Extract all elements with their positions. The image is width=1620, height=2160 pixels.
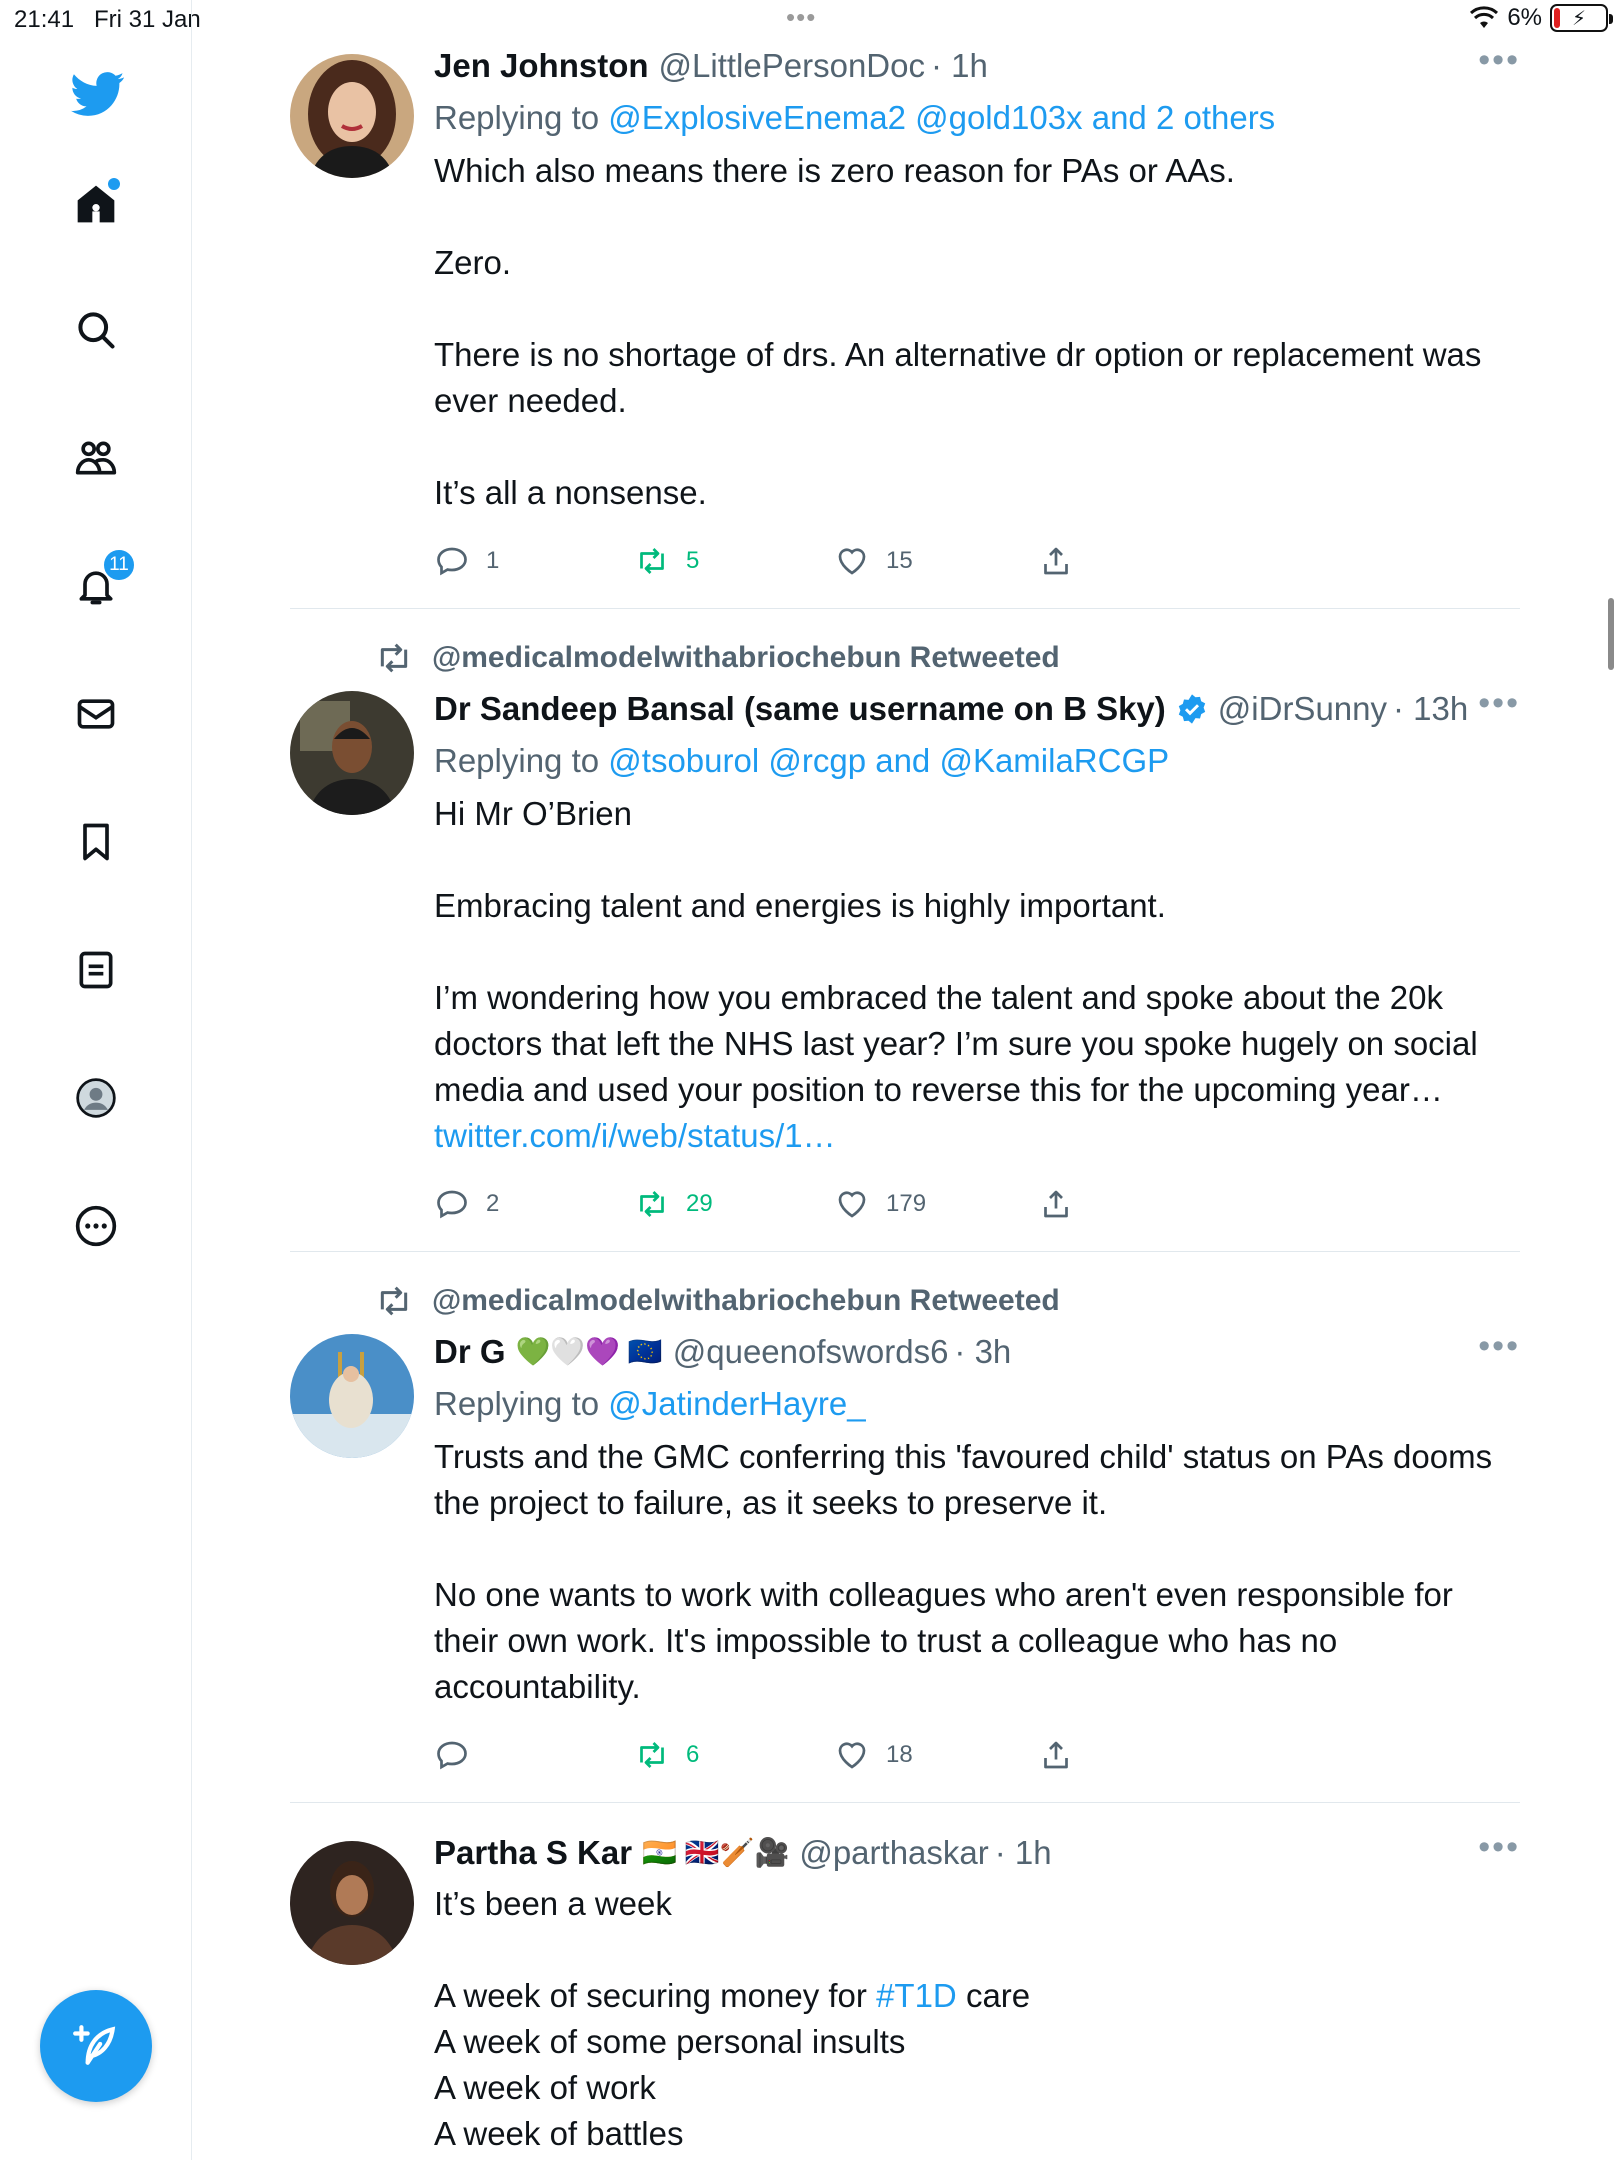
profile-icon xyxy=(74,1076,118,1120)
tweet-time[interactable]: · 1h xyxy=(994,1834,1052,1871)
tweet[interactable] xyxy=(290,1827,1520,2157)
hashtag-link[interactable]: #T1D xyxy=(876,1977,957,2014)
tweet[interactable] xyxy=(290,40,1520,609)
name-emoji: 🇮🇳 🇬🇧🏏🎥 xyxy=(642,1837,790,1868)
heart-icon xyxy=(834,543,870,579)
author-handle[interactable]: @LittlePersonDoc xyxy=(658,47,925,84)
tweet-link[interactable]: twitter.com/i/web/status/1… xyxy=(434,1117,836,1154)
like-button[interactable] xyxy=(834,1737,1038,1773)
replying-to-mentions[interactable]: @ExplosiveEnema2 @gold103x and 2 others xyxy=(608,99,1276,136)
timeline xyxy=(290,40,1520,2157)
tweet-line: A week of some personal insults xyxy=(434,2023,906,2060)
multitasking-dots[interactable]: ••• xyxy=(786,2,817,32)
tweet-line-blank xyxy=(434,929,1520,975)
compose-icon xyxy=(71,2021,121,2071)
retweet-icon xyxy=(374,1281,414,1321)
compose-button[interactable] xyxy=(40,1990,152,2102)
reply-icon xyxy=(434,1737,470,1773)
tweet-text xyxy=(434,1434,1520,1710)
tweet-text xyxy=(434,1881,1520,2157)
reply-icon xyxy=(434,543,470,579)
tweet-line: There is no shortage of drs. An alternative dr option or replacement was ever needed. xyxy=(434,336,1482,419)
people-icon xyxy=(74,436,118,480)
tweet-line: I’m wondering how you embraced the talent and spoke about the 20k doctors that left the NHS last year? I’m sure you spoke hugely on social media and used your position to reverse this for the upcoming year… xyxy=(434,979,1478,1108)
nav-bookmarks[interactable] xyxy=(68,814,124,870)
nav-messages[interactable] xyxy=(68,686,124,742)
tweet-line xyxy=(434,1973,1520,2019)
tweet-actions xyxy=(434,536,1520,586)
nav-profile[interactable] xyxy=(68,1070,124,1126)
tweet-line: Embracing talent and energies is highly important. xyxy=(434,887,1166,924)
tweet-line: Zero. xyxy=(434,244,512,281)
battery-icon: ⚡ xyxy=(1550,4,1608,32)
status-time: 21:41 xyxy=(14,6,75,33)
replying-to xyxy=(434,92,1520,144)
tweet-divider xyxy=(290,1251,1520,1252)
tweet[interactable] xyxy=(290,1276,1520,1803)
tweet-header xyxy=(434,1827,1520,1879)
retweet-count: 29 xyxy=(686,1190,713,1217)
like-button[interactable] xyxy=(834,1186,1038,1222)
author-name[interactable]: Jen Johnston xyxy=(434,47,649,84)
name-emoji: 💚🤍💜 🇪🇺 xyxy=(515,1336,663,1367)
retweet-icon xyxy=(374,638,414,678)
tweet-line-blank xyxy=(434,424,1520,470)
author-name[interactable]: Dr Sandeep Bansal (same username on B Sky) xyxy=(434,690,1166,727)
tweet-text xyxy=(434,791,1520,1159)
sidebar xyxy=(0,0,192,2160)
reply-count: 2 xyxy=(486,1190,500,1217)
author-name[interactable]: Dr G xyxy=(434,1333,506,1370)
replying-to-mentions[interactable]: @tsoburol @rcgp and @KamilaRCGP xyxy=(608,742,1170,779)
retweet-button[interactable] xyxy=(634,543,834,579)
tweet-line-blank xyxy=(434,1927,1520,1973)
search-icon xyxy=(74,308,118,352)
battery-percent: 6% xyxy=(1507,4,1542,31)
retweet-count: 6 xyxy=(686,1741,700,1768)
heart-icon xyxy=(834,1737,870,1773)
reply-button[interactable] xyxy=(434,543,634,579)
tweet-line-blank xyxy=(434,837,1520,883)
retweet-icon xyxy=(634,543,670,579)
tweet-header xyxy=(434,40,1520,92)
tweet-more-icon[interactable]: ••• xyxy=(1478,684,1520,722)
tweet[interactable] xyxy=(290,633,1520,1252)
nav-home[interactable] xyxy=(68,176,124,232)
twitter-logo-icon[interactable] xyxy=(66,62,130,126)
share-button[interactable] xyxy=(1038,543,1074,579)
tweet-line: A week of battles xyxy=(434,2115,684,2152)
tweet-text-fragment: care xyxy=(965,1977,1031,2014)
tweet-line: Hi Mr O’Brien xyxy=(434,795,633,832)
status-date: Fri 31 Jan xyxy=(94,6,201,33)
tweet-line: It’s been a week xyxy=(434,1885,672,1922)
avatar[interactable] xyxy=(290,1841,414,1965)
reply-button[interactable] xyxy=(434,1186,634,1222)
verified-icon xyxy=(1176,693,1208,725)
nav-more[interactable] xyxy=(68,1198,124,1254)
like-button[interactable] xyxy=(834,543,1038,579)
share-icon xyxy=(1038,543,1074,579)
share-icon xyxy=(1038,1186,1074,1222)
retweet-icon xyxy=(634,1186,670,1222)
tweet-time[interactable]: · 3h xyxy=(954,1333,1012,1370)
reply-button[interactable] xyxy=(434,1737,634,1773)
wifi-icon xyxy=(1469,6,1499,30)
replying-to-label: Replying to xyxy=(434,1385,600,1422)
notifications-badge: 11 xyxy=(102,548,136,582)
retweet-count: 5 xyxy=(686,547,700,574)
like-count: 18 xyxy=(886,1741,913,1768)
author-handle[interactable]: @queenofswords6 xyxy=(672,1333,949,1370)
tweet-divider xyxy=(290,608,1520,609)
nav-communities[interactable] xyxy=(68,430,124,486)
bookmark-icon xyxy=(74,820,118,864)
replying-to xyxy=(434,735,1520,787)
tweet-line: No one wants to work with colleagues who aren't even responsible for their own work. It's impossible to trust a colleague who has no accountability. xyxy=(434,1576,1453,1705)
more-circle-icon xyxy=(74,1204,118,1248)
avatar[interactable] xyxy=(290,1334,414,1458)
scroll-indicator[interactable] xyxy=(1608,598,1614,670)
reply-count: 1 xyxy=(486,547,500,574)
tweet-header xyxy=(434,683,1520,735)
tweet-actions xyxy=(434,1730,1520,1780)
replying-to-label: Replying to xyxy=(434,742,600,779)
status-right xyxy=(1469,4,1608,32)
tweet-line-blank xyxy=(434,194,1520,240)
nav-lists[interactable] xyxy=(68,942,124,998)
tweet-time[interactable]: · 13h xyxy=(1393,690,1469,727)
replying-to-mentions[interactable]: @JatinderHayre_ xyxy=(608,1385,866,1422)
tweet-more-icon[interactable]: ••• xyxy=(1478,41,1520,79)
heart-icon xyxy=(834,1186,870,1222)
avatar[interactable] xyxy=(290,54,414,178)
reply-icon xyxy=(434,1186,470,1222)
retweeted-by-label: @medicalmodelwithabriochebun Retweeted xyxy=(432,641,1060,674)
nav-explore[interactable] xyxy=(68,302,124,358)
retweet-button[interactable] xyxy=(634,1737,834,1773)
share-icon xyxy=(1038,1737,1074,1773)
tweet-time[interactable]: · 1h xyxy=(930,47,988,84)
list-icon xyxy=(74,948,118,992)
home-new-dot xyxy=(108,178,120,190)
tweet-text xyxy=(434,148,1520,516)
retweeted-by[interactable] xyxy=(374,633,1520,683)
replying-to-label: Replying to xyxy=(434,99,600,136)
retweeted-by-label: @medicalmodelwithabriochebun Retweeted xyxy=(432,1284,1060,1317)
like-count: 179 xyxy=(886,1190,927,1217)
nav-notifications[interactable] xyxy=(68,554,129,614)
tweet-text-fragment: A week of securing money for xyxy=(434,1977,867,2014)
tweet-more-icon[interactable]: ••• xyxy=(1478,1327,1520,1365)
status-bar xyxy=(0,0,1620,40)
tweet-line-blank xyxy=(434,1526,1520,1572)
mail-icon xyxy=(74,692,118,736)
avatar[interactable] xyxy=(290,691,414,815)
retweet-button[interactable] xyxy=(634,1186,834,1222)
author-handle[interactable]: @parthaskar xyxy=(799,1834,989,1871)
tweet-line: It’s all a nonsense. xyxy=(434,474,707,511)
tweet-line: A week of work xyxy=(434,2069,656,2106)
tweet-more-icon[interactable]: ••• xyxy=(1478,1828,1520,1866)
tweet-line-blank xyxy=(434,286,1520,332)
like-count: 15 xyxy=(886,547,913,574)
tweet-line: Which also means there is zero reason for PAs or AAs. xyxy=(434,152,1235,189)
retweeted-by[interactable] xyxy=(374,1276,1520,1326)
share-button[interactable] xyxy=(1038,1737,1074,1773)
author-handle[interactable]: @iDrSunny xyxy=(1217,690,1388,727)
tweet-divider xyxy=(290,1802,1520,1803)
author-name[interactable]: Partha S Kar xyxy=(434,1834,633,1871)
tweet-header xyxy=(434,1326,1520,1378)
share-button[interactable] xyxy=(1038,1186,1074,1222)
tweet-line: Trusts and the GMC conferring this 'favoured child' status on PAs dooms the project to failure, as it seeks to preserve it. xyxy=(434,1438,1493,1521)
replying-to xyxy=(434,1378,1520,1430)
tweet-actions xyxy=(434,1179,1520,1229)
retweet-icon xyxy=(634,1737,670,1773)
